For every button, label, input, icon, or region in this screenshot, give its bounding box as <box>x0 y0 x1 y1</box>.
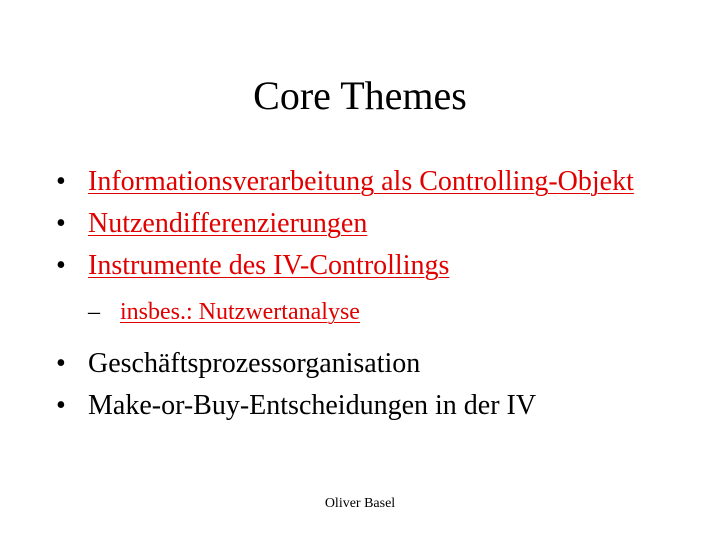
link-instrumente[interactable]: Instrumente des IV-Controllings <box>88 250 450 281</box>
bullet-item-4 <box>56 348 686 380</box>
sub-bullet-marker: – <box>88 299 100 325</box>
bullet-item-5 <box>56 390 686 422</box>
bullet-item-1 <box>56 166 686 198</box>
bullet-list <box>56 166 686 432</box>
bullet-marker: • <box>56 348 66 379</box>
sub-bullet-item <box>56 298 686 326</box>
bullet-marker: • <box>56 390 66 421</box>
link-nutzwertanalyse[interactable]: insbes.: Nutzwertanalyse <box>120 299 360 325</box>
link-nutzendifferenzierungen[interactable]: Nutzendifferenzierungen <box>88 208 368 239</box>
link-informationsverarbeitung[interactable]: Informationsverarbeitung als Controlling-Objekt <box>88 166 634 197</box>
bullet-text-geschaeftsprozess: Geschäftsprozessorganisation <box>88 348 421 379</box>
bullet-marker: • <box>56 208 66 239</box>
bullet-item-2 <box>56 208 686 240</box>
bullet-text-make-or-buy: Make-or-Buy-Entscheidungen in der IV <box>88 390 537 421</box>
bullet-item-3 <box>56 250 686 282</box>
slide-footer-author: Oliver Basel <box>324 496 396 511</box>
slide-title: Core Themes <box>253 73 467 118</box>
bullet-marker: • <box>56 166 66 197</box>
bullet-marker: • <box>56 250 66 281</box>
